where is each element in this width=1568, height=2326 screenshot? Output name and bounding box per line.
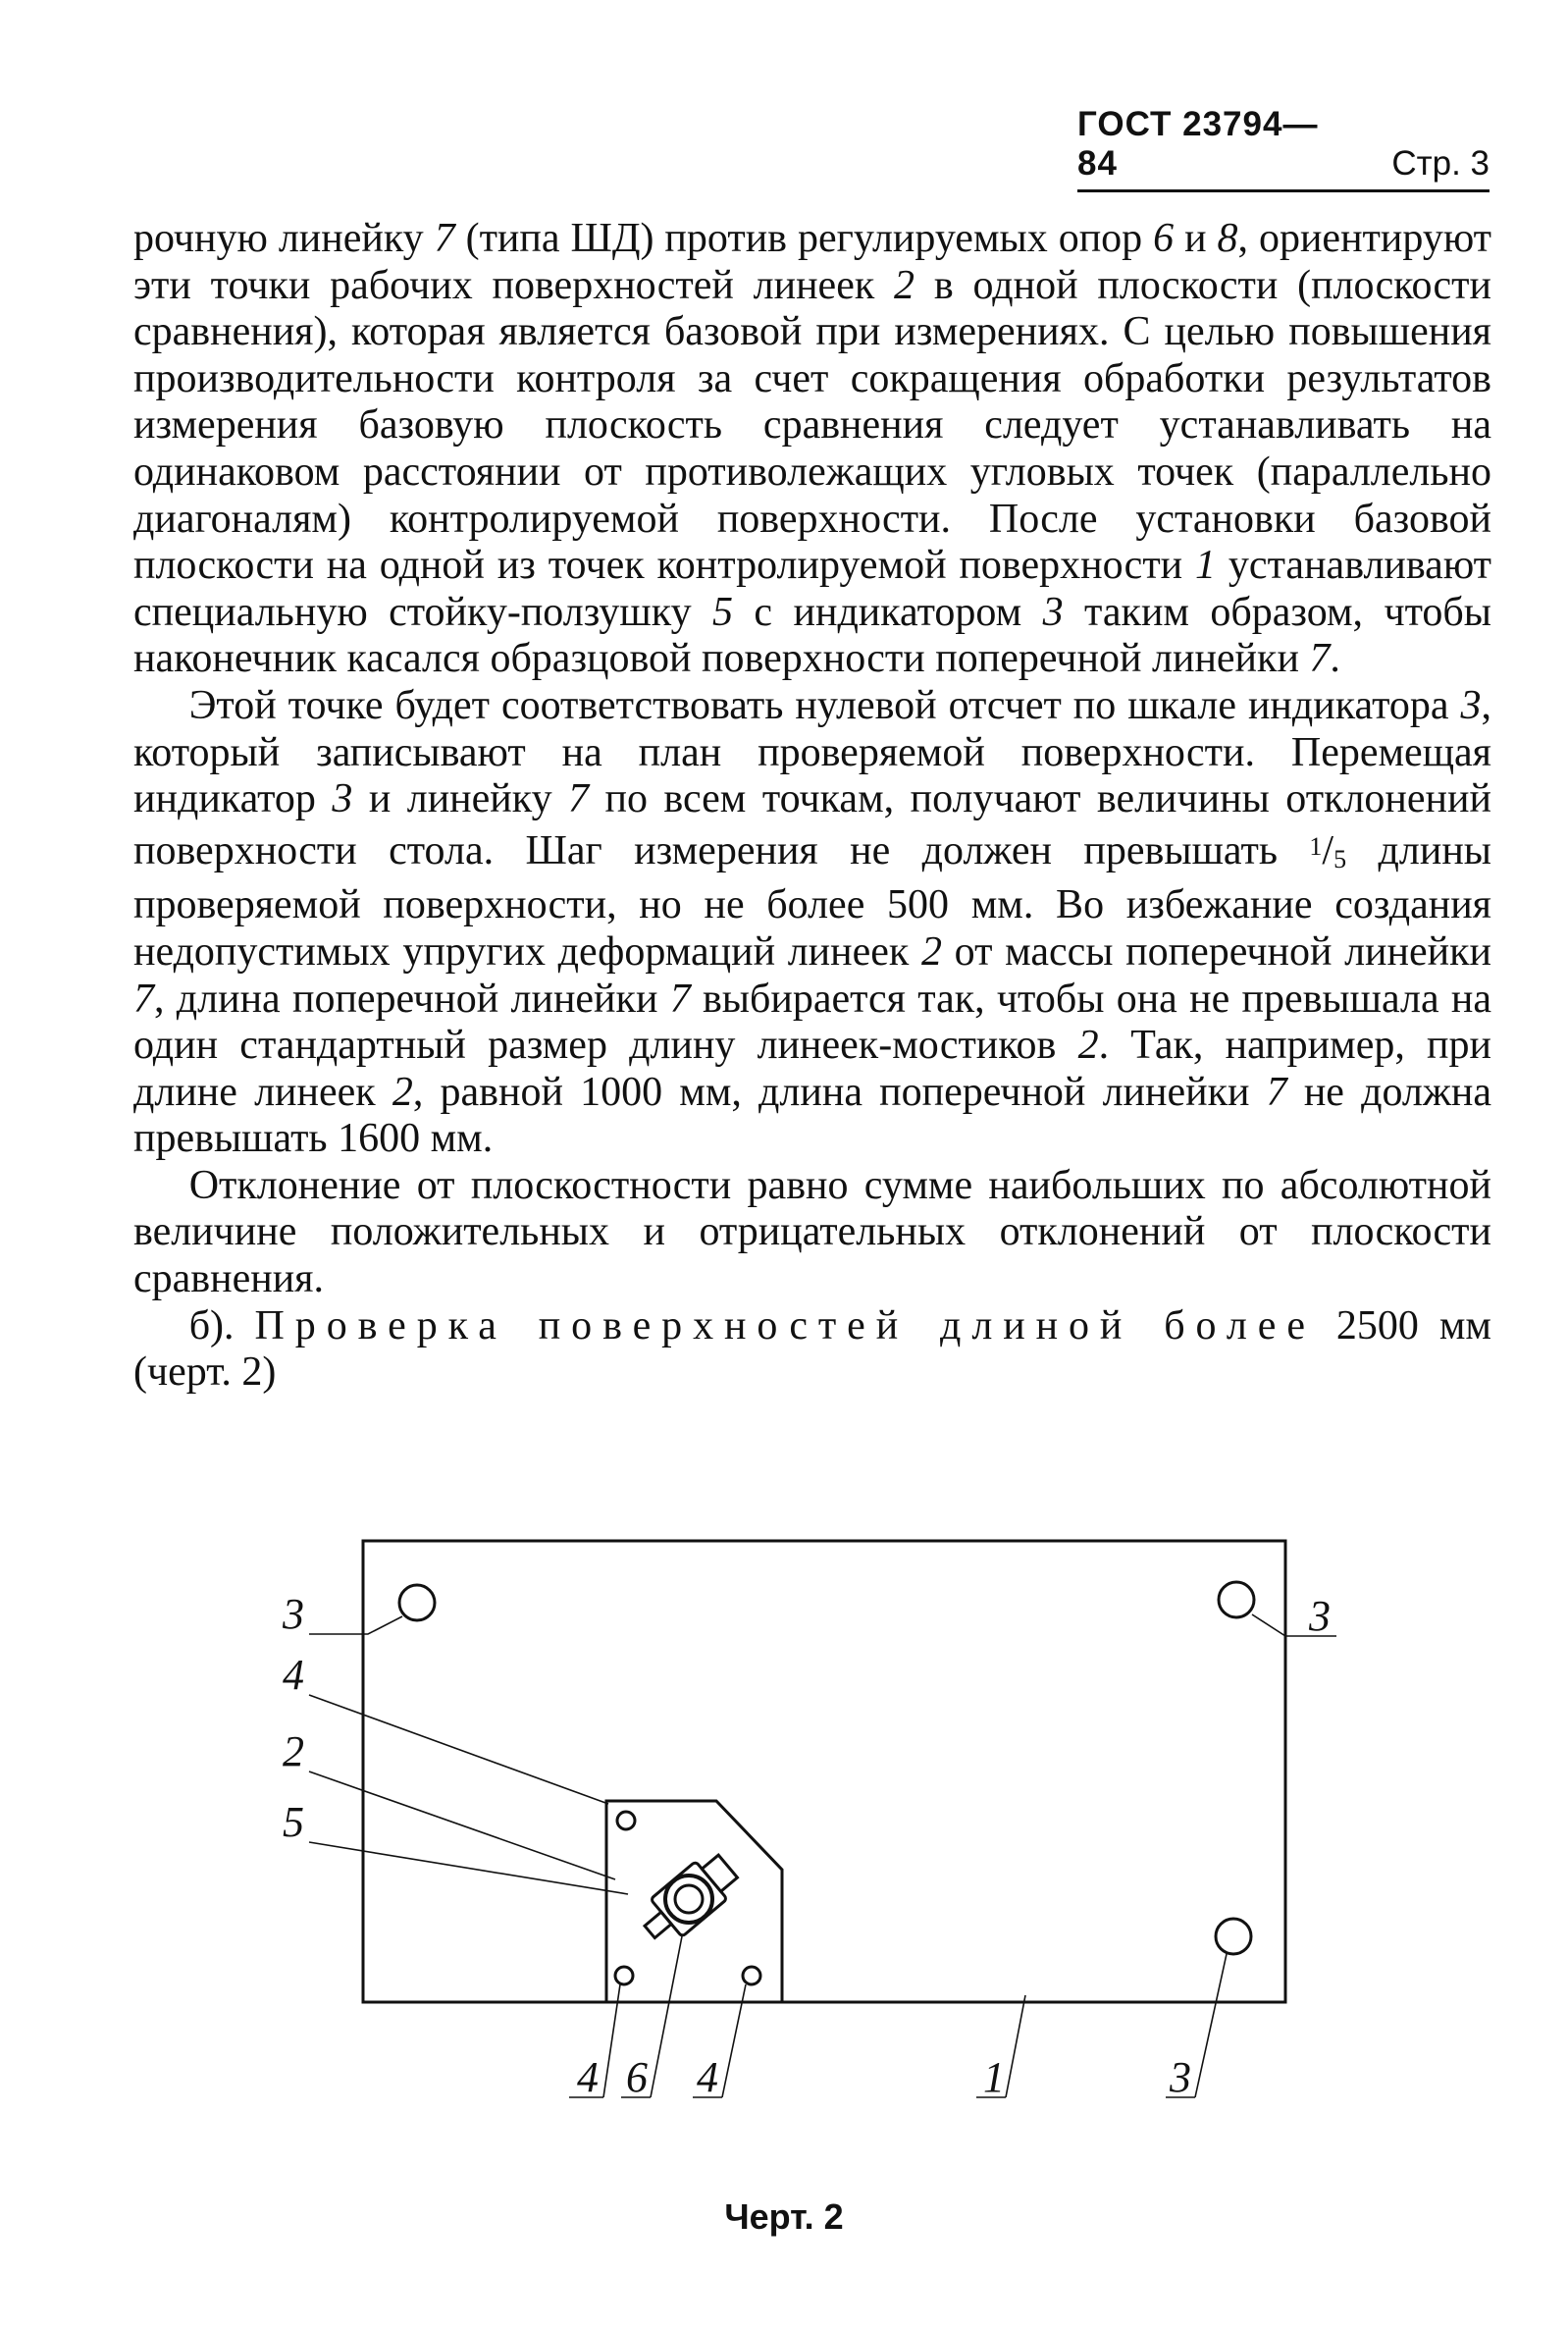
text-run: . — [1330, 636, 1340, 682]
ref-number: 5 — [712, 589, 733, 635]
support-circle-top-left — [399, 1585, 435, 1620]
ref-number: 7 — [1309, 636, 1331, 682]
fraction-denominator: 5 — [1333, 844, 1347, 873]
label-3-top-left: 3 — [283, 1590, 304, 1638]
label-3-top-right: 3 — [1309, 1592, 1331, 1640]
text-run: , равной 1000 мм, длина поперечной линейки — [412, 1069, 1267, 1115]
label-1-bottom: 1 — [983, 2053, 1005, 2101]
indicator — [634, 1847, 744, 1950]
ref-number: 6 — [1153, 216, 1175, 261]
fraction-numerator: 1 — [1309, 831, 1323, 861]
text-run: , длина поперечной линейки — [154, 976, 670, 1022]
ref-number: 3 — [332, 776, 353, 822]
text-run: , ориентируют эти точки рабочих поверхностей линеек — [133, 216, 1491, 308]
ref-number: 7 — [133, 976, 154, 1022]
text-run: и линейку — [352, 776, 569, 822]
label-4-left: 4 — [283, 1651, 304, 1699]
text-run: по всем точкам, получают величины отклонений поверхности стола. Шаг измерения не должен превышать — [133, 776, 1491, 873]
label-4-bottom-a: 4 — [577, 2053, 599, 2101]
indicator-dial-outer — [665, 1876, 712, 1923]
stand-foot-top — [617, 1812, 635, 1829]
ref-number: 2 — [392, 1069, 413, 1115]
spaced-heading: Проверка поверхностей длиной более — [254, 1302, 1316, 1348]
paragraph-3: Отклонение от плоскостности равно сумме наибольших по абсолютной величине положительных и отрицательных отклонений от плоскости сравнения. — [133, 1162, 1491, 1302]
ref-number: 2 — [894, 262, 915, 308]
text-run: в одной плоскости (плоскости сравнения), которая является базовой при измерениях. С целью повышения производительности контроля за счет сокращения обработки результатов измерения базовую плоскость сравнения следует устанавливать на одинаковом расстоянии от противолежащих угловых точек (параллельно диагоналям) контролируемой поверхности. После установки базовой плоскости на одной из точек контролируемой поверхности — [133, 262, 1491, 589]
text-run: рочную линейку — [133, 216, 435, 261]
text-run: . Так, например, при длине линеек — [133, 1023, 1491, 1115]
ref-number: 7 — [1266, 1069, 1287, 1115]
table-surface-drawing — [265, 1526, 1384, 2154]
ref-number: 7 — [669, 976, 691, 1022]
text-run: таким образом, чтобы наконечник касался образцовой поверхности поперечной линейки — [133, 589, 1491, 682]
paragraph-1 — [133, 216, 1491, 683]
figure-caption: Черт. 2 — [724, 2196, 844, 2237]
text-run: б). — [188, 1302, 255, 1348]
support-circle-bottom-right — [1216, 1919, 1251, 1954]
label-3-bottom: 3 — [1170, 2053, 1191, 2101]
ref-number: 3 — [1042, 589, 1064, 635]
text-run: с индикатором — [733, 589, 1043, 635]
text-run: от массы поперечной линейки — [941, 928, 1491, 975]
text-run: (типа ШД) против регулируемых опор — [454, 216, 1154, 261]
text-run: , который записывают на план проверяемой поверхности. Перемещая индикатор — [133, 682, 1491, 822]
support-circle-top-right — [1219, 1582, 1254, 1617]
table-outline — [363, 1541, 1285, 2002]
text-run: не должна превышать 1600 мм. — [133, 1069, 1492, 1162]
body-text — [133, 216, 1491, 1397]
text-run: Этой точке будет соответствовать нулевой отсчет по шкале индикатора — [188, 682, 1461, 728]
paragraph-4 — [133, 1303, 1491, 1397]
ref-number: 1 — [1195, 543, 1217, 589]
ref-number: 3 — [1460, 682, 1482, 728]
text-run: устанавливают специальную стойку-ползушку — [133, 543, 1492, 635]
fraction-slash: / — [1322, 827, 1334, 873]
paragraph-2 — [133, 683, 1491, 1163]
label-2-left: 2 — [283, 1727, 304, 1775]
drawing-2 — [265, 1526, 1384, 2159]
ref-number: 7 — [568, 776, 590, 822]
text-run: и — [1174, 216, 1218, 261]
indicator-dial-inner — [675, 1885, 703, 1913]
label-4-bottom-b: 4 — [697, 2053, 718, 2101]
text-run: длины проверяемой поверхности, но не более 500 мм. Во избежание создания недопустимых упругих деформаций линеек — [133, 827, 1492, 975]
page-number: Стр. 3 — [1391, 144, 1490, 183]
text-run: выбирается так, чтобы она не превышала на один стандартный размер длину линеек-мостиков — [133, 976, 1491, 1069]
label-5-left: 5 — [283, 1798, 304, 1846]
standard-number: ГОСТ 23794—84 — [1077, 105, 1319, 183]
stand-foot-bottom-right — [743, 1967, 760, 1984]
ref-number: 8 — [1217, 216, 1238, 261]
ref-number: 7 — [434, 216, 455, 261]
ref-number: 2 — [1077, 1023, 1099, 1069]
stand-foot-bottom-left — [615, 1967, 633, 1984]
page-header — [1077, 105, 1490, 192]
ref-number: 2 — [920, 928, 942, 975]
label-6-bottom: 6 — [626, 2053, 648, 2101]
text-run: 2500 мм (черт. 2) — [133, 1302, 1492, 1396]
